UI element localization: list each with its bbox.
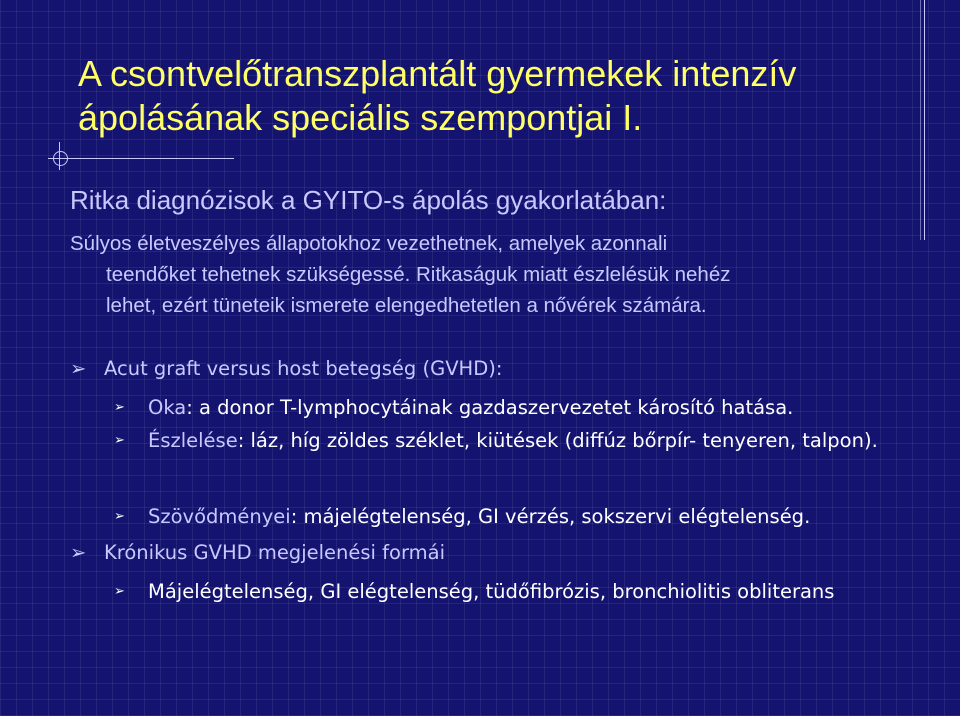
subbullet-text: : a donor T-lymphocytáinak gazdaszervezetet károsító hatása. <box>186 396 794 419</box>
bullet-text: Krónikus GVHD megjelenési formái <box>104 541 445 564</box>
subbullet-complications <box>114 500 934 533</box>
decorative-vertical-rule-shadow <box>920 0 921 240</box>
arrow-bullet-icon: ➢ <box>114 433 125 448</box>
arrow-bullet-icon: ➢ <box>114 400 125 415</box>
subbullet-term: Oka <box>148 396 187 419</box>
title-line-1: A csontvelőtranszplantált gyermekek intenzív <box>78 53 797 94</box>
title-line-2: ápolásának speciális szempontjai I. <box>78 97 643 138</box>
intro-line-2: teendőket tehetnek szükségessé. Ritkaságuk miatt észlelésük nehéz <box>106 263 731 286</box>
subbullet-detection <box>114 424 934 457</box>
intro-line-3: lehet, ezért tüneteik ismerete elengedhetetlen a nővérek számára. <box>106 294 707 317</box>
intro-paragraph <box>70 228 910 321</box>
intro-line-1: Súlyos életveszélyes állapotokhoz vezethetnek, amelyek azonnali <box>70 232 668 255</box>
subbullet-term: Észlelése <box>148 429 238 452</box>
slide-subtitle: Ritka diagnózisok a GYITO-s ápolás gyakorlatában: <box>70 185 667 215</box>
bullet-text: Acut graft versus host betegség (GVHD): <box>104 357 503 380</box>
decorative-rule <box>48 158 234 159</box>
subbullet-text: : láz, híg zöldes széklet, kiütések (diffúz bőrpír- tenyeren, talpon). <box>237 429 878 452</box>
arrow-bullet-icon: ➢ <box>114 584 125 599</box>
subbullet-term: Szövődményei <box>148 505 291 528</box>
decorative-vertical-rule <box>924 0 925 240</box>
slide-title <box>78 52 878 140</box>
arrow-bullet-icon: ➢ <box>70 357 87 380</box>
subbullet-chronic-forms <box>114 575 934 608</box>
arrow-bullet-icon: ➢ <box>114 509 125 524</box>
arrow-bullet-icon: ➢ <box>70 541 87 564</box>
subbullet-cause <box>114 391 934 424</box>
subbullet-text: Májelégtelenség, GI elégtelenség, tüdőfibrózis, bronchiolitis obliterans <box>148 580 835 603</box>
subbullet-text: : májelégtelenség, GI vérzés, sokszervi elégtelenség. <box>290 505 811 528</box>
